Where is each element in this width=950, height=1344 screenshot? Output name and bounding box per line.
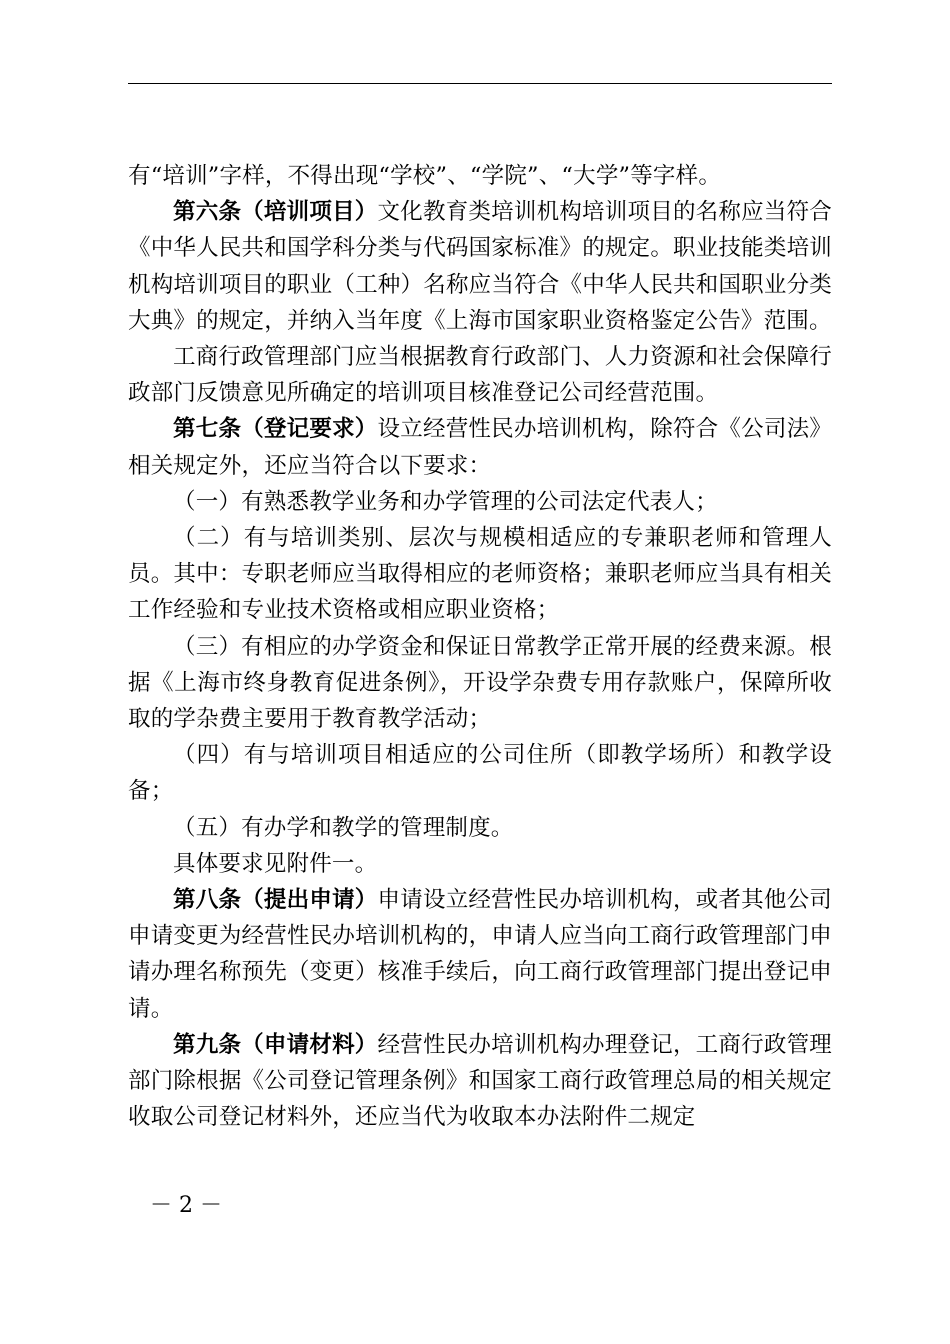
paragraph xyxy=(128,484,832,520)
paragraph xyxy=(128,1027,832,1136)
paragraph-text: （五）有办学和教学的管理制度。 xyxy=(173,814,514,841)
paragraph-text: 文化教育类培训机构培训项目的名称应当符合《中华人民共和国学科分类与代码国家标准》的规定。职业技能类培训机构培训项目的职业（工种）名称应当符合《中华人民共和国职业分类大典》的规定，并纳入当年度《上海市国家职业资格鉴定公告》范围。 xyxy=(128,199,832,334)
paragraph xyxy=(128,810,832,846)
paragraph xyxy=(128,158,832,194)
header-rule xyxy=(128,83,832,84)
paragraph-text: 工商行政管理部门应当根据教育行政部门、人力资源和社会保障行政部门反馈意见所确定的培训项目核准登记公司经营范围。 xyxy=(128,344,832,407)
paragraph-text: （二）有与培训类别、层次与规模相适应的专兼职老师和管理人员。其中：专职老师应当取得相应的老师资格；兼职老师应当具有相关工作经验和专业技术资格或相应职业资格； xyxy=(128,525,832,624)
paragraph xyxy=(128,194,832,339)
article-heading: 第六条（培训项目） xyxy=(173,199,378,226)
paragraph-text: 设立经营性民办培训机构，除符合《公司法》相关规定外，还应当符合以下要求： xyxy=(128,416,832,479)
paragraph xyxy=(128,629,832,738)
article-heading: 第七条（登记要求） xyxy=(173,416,378,443)
paragraph-text: 有“培训”字样，不得出现“学校”、“学院”、“大学”等字样。 xyxy=(128,163,722,189)
paragraph-text: （一）有熟悉教学业务和办学管理的公司法定代表人； xyxy=(173,488,718,515)
article-heading: 第九条（申请材料） xyxy=(173,1031,378,1058)
article-heading: 第八条（提出申请） xyxy=(173,887,378,914)
paragraph-text: （三）有相应的办学资金和保证日常教学正常开展的经费来源。根据《上海市终身教育促进条例》，开设学杂费专用存款账户，保障所收取的学杂费主要用于教育教学活动； xyxy=(128,633,832,733)
page-number: － 2 － xyxy=(150,1193,222,1218)
paragraph xyxy=(128,411,832,483)
paragraph xyxy=(128,520,832,629)
paragraph xyxy=(128,737,832,809)
paragraph-text: 具体要求见附件一。 xyxy=(173,850,378,877)
document-body xyxy=(128,158,832,1135)
paragraph xyxy=(128,339,832,411)
paragraph-text: 经营性民办培训机构办理登记，工商行政管理部门除根据《公司登记管理条例》和国家工商行政管理总局的相关规定收取公司登记材料外，还应当代为收取本办法附件二规定 xyxy=(128,1031,832,1131)
paragraph-text: 申请设立经营性民办培训机构，或者其他公司申请变更为经营性民办培训机构的，申请人应当向工商行政管理部门申请办理名称预先（变更）核准手续后，向工商行政管理部门提出登记申请。 xyxy=(128,887,832,1022)
paragraph xyxy=(128,846,832,882)
paragraph xyxy=(128,882,832,1027)
paragraph-text: （四）有与培训项目相适应的公司住所（即教学场所）和教学设备； xyxy=(128,742,832,805)
